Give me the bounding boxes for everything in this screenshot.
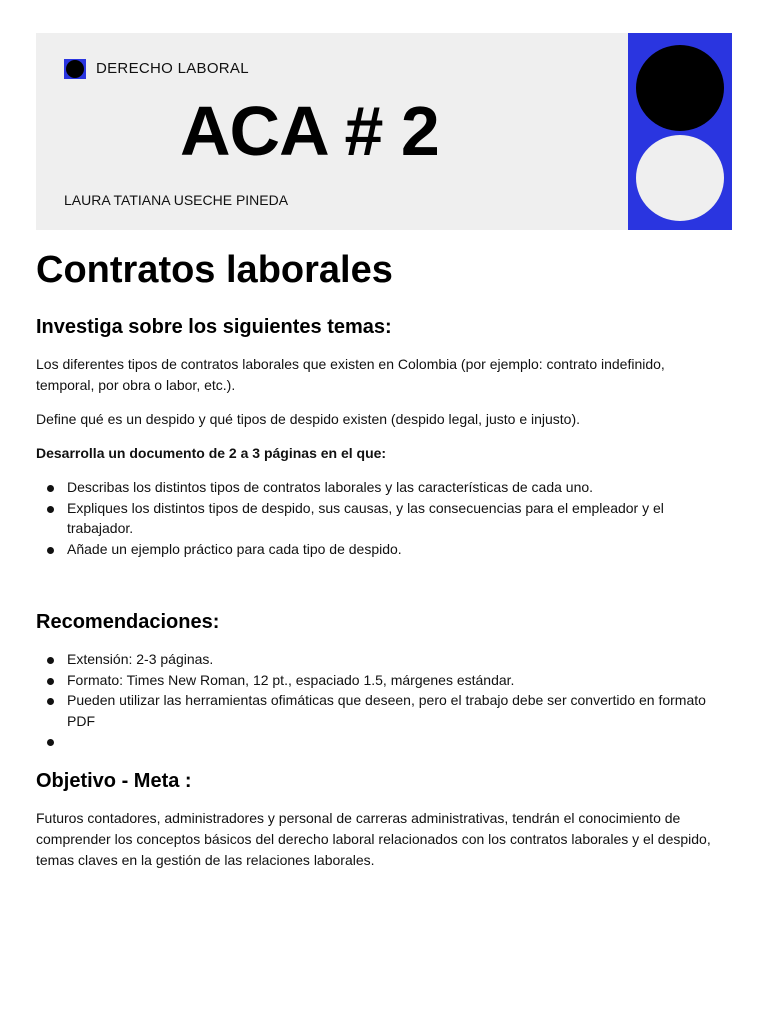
list-item: Describas los distintos tipos de contratos laborales y las características de cada uno. — [36, 477, 716, 498]
course-circle-icon — [64, 59, 86, 79]
section-title-investiga: Investiga sobre los siguientes temas: — [36, 316, 392, 338]
assignment-title: ACA # 2 — [180, 92, 439, 170]
course-label: DERECHO LABORAL — [96, 60, 249, 77]
task-list — [36, 477, 716, 559]
list-item: Añade un ejemplo práctico para cada tipo de despido. — [36, 539, 716, 560]
author-name: LAURA TATIANA USECHE PINEDA — [64, 192, 289, 208]
recommendations-list — [36, 649, 716, 752]
paragraph-despido: Define qué es un despido y qué tipos de despido existen (despido legal, justo e injusto). — [36, 411, 581, 427]
paragraph-objetivo: Futuros contadores, administradores y personal de carreras administrativas, tendrán el conocimiento de comprender los conceptos básicos del derecho laboral relacionados con los contratos laborales y el despido, temas claves en la gestión de las relaciones laborales. — [36, 809, 711, 868]
list-item: Expliques los distintos tipos de despido, sus causas, y las consecuencias para el empleador y el trabajador. — [36, 498, 716, 539]
decorative-blue-panel — [628, 33, 732, 230]
light-circle-icon — [636, 135, 724, 221]
list-item-empty — [36, 731, 716, 752]
list-item: Formato: Times New Roman, 12 pt., espaciado 1.5, márgenes estándar. — [36, 670, 716, 691]
paragraph-contratos: Los diferentes tipos de contratos laborales que existen en Colombia (por ejemplo: contrato indefinido, temporal, por obra o labor, etc.). — [36, 356, 665, 393]
section-title-recomendaciones: Recomendaciones: — [36, 611, 220, 633]
paragraph-desarrolla: Desarrolla un documento de 2 a 3 páginas en el que: — [36, 445, 387, 461]
header-banner — [36, 33, 628, 230]
black-circle-icon — [636, 45, 724, 131]
list-item: Pueden utilizar las herramientas ofimáticas que deseen, pero el trabajo debe ser convertido en formato PDF — [36, 690, 716, 731]
document-heading: Contratos laborales — [36, 249, 393, 291]
document-body — [36, 248, 716, 871]
section-title-objetivo: Objetivo - Meta : — [36, 769, 192, 792]
list-item: Extensión: 2-3 páginas. — [36, 649, 716, 670]
